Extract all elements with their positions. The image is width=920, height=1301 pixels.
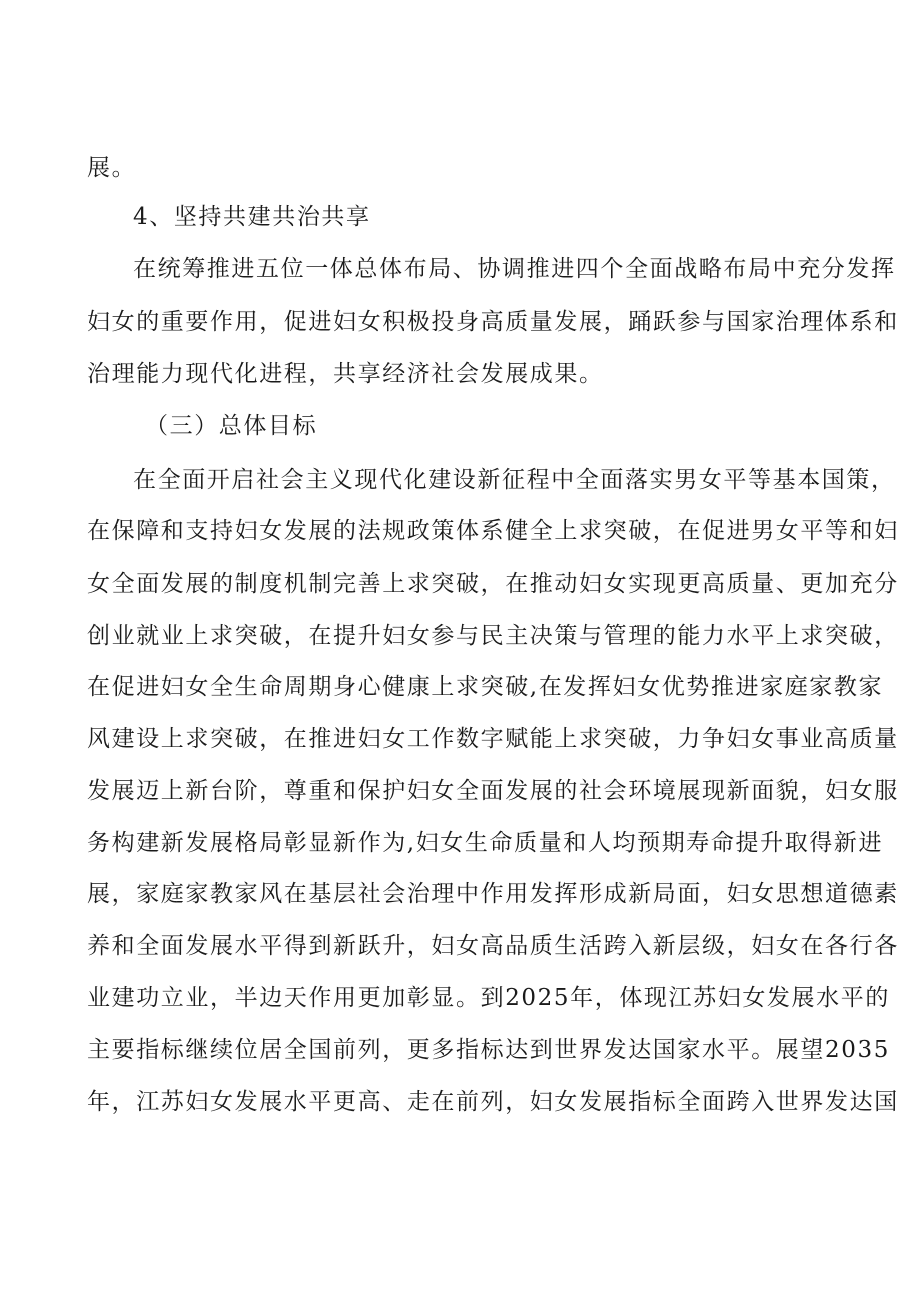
text-line-9: 女全面发展的制度机制完善上求突破，在推动妇女实现更高质量、更加充分	[87, 571, 899, 597]
text-line-4: 妇女的重要作用，促进妇女积极投身高质量发展，踊跃参与国家治理体系和	[87, 309, 899, 335]
text-line-15: 展，家庭家教家风在基层社会治理中作用发挥形成新局面，妇女思想道德素	[87, 881, 899, 907]
text-line-5: 治理能力现代化进程，共享经济社会发展成果。	[87, 361, 604, 387]
section-heading-4: 4、坚持共建共治共享	[133, 204, 371, 230]
text-line-10: 创业就业上求突破，在提升妇女参与民主决策与管理的能力水平上求突破，	[87, 623, 899, 649]
text-line-8: 在保障和支持妇女发展的法规政策体系健全上求突破，在促进男女平等和妇	[87, 518, 899, 544]
text-line-13: 发展迈上新台阶，尊重和保护妇女全面发展的社会环境展现新面貌，妇女服	[87, 778, 899, 804]
text-line-12: 风建设上求突破，在推进妇女工作数字赋能上求突破，力争妇女事业高质量	[87, 726, 899, 752]
section-heading-3: （三）总体目标	[145, 413, 318, 439]
text-line-16: 养和全面发展水平得到新跃升，妇女高品质生活跨入新层级，妇女在各行各	[87, 933, 899, 959]
text-line-1: 展。	[87, 155, 137, 181]
text-line-19: 年，江苏妇女发展水平更高、走在前列，妇女发展指标全面跨入世界发达国	[87, 1089, 899, 1115]
text-line-17: 业建功立业，半边天作用更加彰显。到2025年，体现江苏妇女发展水平的	[87, 985, 890, 1011]
text-line-14: 务构建新发展格局彰显新作为,妇女生命质量和人均预期寿命提升取得新进	[87, 830, 884, 856]
text-line-3: 在统筹推进五位一体总体布局、协调推进四个全面战略布局中充分发挥	[133, 256, 896, 282]
text-line-11: 在促进妇女全生命周期身心健康上求突破,在发挥妇女优势推进家庭家教家	[87, 674, 884, 700]
text-line-18: 主要指标继续位居全国前列，更多指标达到世界发达国家水平。展望2035	[87, 1037, 890, 1063]
text-line-7: 在全面开启社会主义现代化建设新征程中全面落实男女平等基本国策，	[133, 467, 896, 493]
